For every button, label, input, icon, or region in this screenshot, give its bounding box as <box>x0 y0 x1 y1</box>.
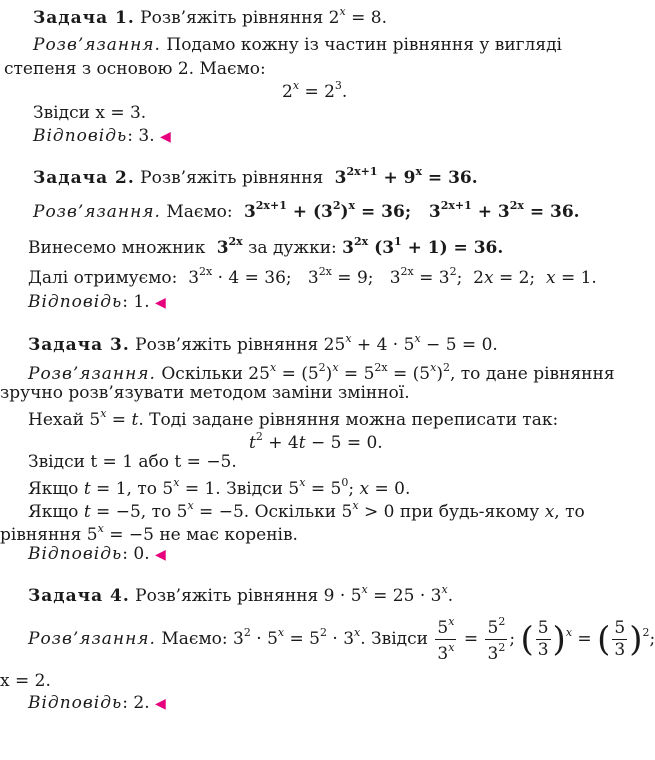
answer-label: Відповідь <box>33 126 128 146</box>
end-marker-icon: ◀ <box>155 547 166 563</box>
problem-3-substitution: Нехай $5^x = t$. Тоді задане рівняння можна переписати так: <box>28 407 559 430</box>
solution-label: Розв’язання. <box>28 364 156 384</box>
problem-1-conclusion: Звідси x = 3. <box>33 103 147 123</box>
problem-3-solution-line-1: Розв’язання. Оскільки $25^x = (5^2)^x = 5^{2x} = (5^x)^2$, то дане рівняння <box>28 361 615 384</box>
answer-label: Відповідь <box>28 693 123 713</box>
problem-4-answer: Відповідь: 2. ◀ <box>28 693 166 713</box>
problem-4-statement: Задача 4. Розв’яжіть рівняння $9 \cdot 5^x = 25 \cdot 3^x$. <box>28 583 454 606</box>
problem-1-text: Розв’яжіть рівняння 2 <box>140 8 340 28</box>
problem-1-answer: Відповідь: 3. ◀ <box>33 126 171 146</box>
solution-label: Розв’язання. <box>28 629 156 649</box>
problem-1-solution-line-2: степеня з основою 2. Маємо: <box>4 59 266 79</box>
fraction: $\frac{5^x}{3^x}$ <box>437 615 455 664</box>
problem-3-solution-line-2: зручно розв’язувати методом заміни змінної. <box>0 383 410 403</box>
problem-2-statement: Задача 2. Розв’яжіть рівняння $3^{2x+1} + 9^x = 36$. <box>33 165 478 188</box>
fraction: $\frac{5}{3}$ <box>537 618 549 660</box>
problem-3-answer: Відповідь: 0. ◀ <box>28 544 166 564</box>
answer-label: Відповідь <box>28 544 123 564</box>
problem-2-line-3: Далі отримуємо: $3^{2x} \cdot 4 = 36$; $3^{2x} = 9$; $3^{2x} = 3^2$; 2x = 2; x = 1. <box>28 265 597 288</box>
problem-1-solution-line-1: Розв’язання. Подамо кожну із частин рівняння у вигляді <box>33 35 562 55</box>
fraction: $\frac{5^2}{3^2}$ <box>487 615 506 664</box>
problem-3-roots: Звідси t = 1 або t = −5. <box>28 452 237 472</box>
end-marker-icon: ◀ <box>160 129 171 145</box>
problem-3-case-2: Якщо t = −5, то $5^x = -5$. Оскільки $5^x > 0$ при будь-якому x, то <box>28 499 585 522</box>
problem-4-solution-line-1: Розв’язання. Маємо: $3^2 \cdot 5^x = 5^2 \cdot 3^x$. Звідси $\frac{5^x}{3^x}$ = $\frac{5^2}{3^2}$ ; ( $\frac{5}{3}$ )$^x$ = ( $\frac{5}{3}$ )$^2$; <box>28 615 655 664</box>
problem-2-header: Задача 2. <box>33 168 135 188</box>
end-marker-icon: ◀ <box>155 696 166 712</box>
problem-1-header: Задача 1. <box>33 8 135 28</box>
problem-4-result: x = 2. <box>0 671 51 691</box>
fraction: $\frac{5}{3}$ <box>614 618 626 660</box>
problem-1-formula: $2^x = 2^3$. <box>282 79 348 102</box>
solution-label: Розв’язання. <box>33 35 161 55</box>
problem-3-case-1: Якщо t = 1, то $5^x = 1$. Звідси $5^x = 5^0$; x = 0. <box>28 476 411 499</box>
problem-1-statement: Задача 1. Розв’яжіть рівняння $2^x = 8$. <box>33 5 387 28</box>
answer-label: Відповідь <box>28 292 123 312</box>
problem-3-header: Задача 3. <box>28 335 130 355</box>
problem-2-answer: Відповідь: 1. ◀ <box>28 292 166 312</box>
problem-3-case-2-cont: рівняння $5^x = -5$ не має коренів. <box>0 522 298 545</box>
end-marker-icon: ◀ <box>155 295 166 311</box>
problem-3-statement: Задача 3. Розв’яжіть рівняння $25^x + 4 \cdot 5^x - 5 = 0$. <box>28 332 498 355</box>
problem-2-solution-line-1: Розв’язання. Маємо: $3^{2x+1} + (3^2)^x = 36$; $3^{2x+1} + 3^{2x} = 36$. <box>33 199 580 222</box>
problem-4-header: Задача 4. <box>28 586 130 606</box>
solution-label: Розв’язання. <box>33 202 161 222</box>
problem-3-quadratic: $t^2 + 4t - 5 = 0$. <box>249 430 383 453</box>
problem-2-line-2: Винесемо множник $3^{2x}$ за дужки: $3^{2x}$ $(3^1 + 1) = 36$. <box>28 235 504 258</box>
